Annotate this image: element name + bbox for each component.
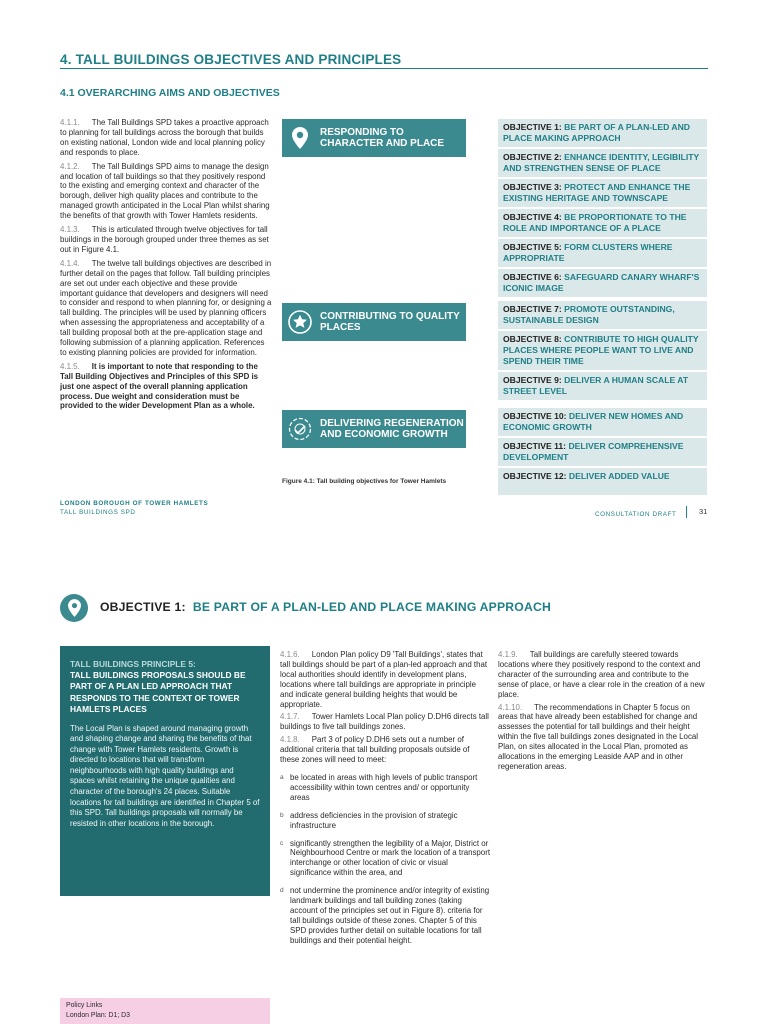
paragraph-number: 4.1.4.	[60, 258, 80, 268]
paragraph-text: The Tall Buildings SPD aims to manage the design and location of tall buildings so that they positively respond to the existing and emerging context and character of the borough, deliver high quality places and contribute to the managed growth anticipated in the Local Plan whilst sharing the benefits of that growth with Tower Hamlets residents.	[60, 161, 270, 221]
objective-key: OBJECTIVE 8:	[503, 334, 562, 344]
objective-key: OBJECTIVE 10:	[503, 411, 567, 421]
objective-key: OBJECTIVE 6:	[503, 272, 562, 282]
policy-links-label: Policy Links	[66, 1002, 103, 1009]
objective-text: BE PART OF A PLAN-LED AND PLACE MAKING APPROACH	[503, 122, 691, 143]
text-column-right	[498, 650, 708, 775]
list-marker: a	[280, 773, 284, 781]
paragraph-number: 4.1.9.	[498, 650, 518, 659]
list-item-text: significantly strengthen the legibility of a Major, District or Neighbourhood Centre or mark the location of a transport interchange or other location of civic or visual significance within the area, and	[290, 838, 491, 878]
footer-borough-name: LONDON BOROUGH OF TOWER HAMLETS	[60, 500, 209, 507]
paragraph-number: 4.1.8.	[280, 735, 300, 745]
objective-key: OBJECTIVE 2:	[503, 152, 562, 162]
list-item	[280, 811, 490, 831]
policy-links-box	[60, 998, 270, 1024]
page-number: 31	[699, 507, 708, 516]
list-item-text: not undermine the prominence and/or integrity of existing landmark buildings and tall building zones (taking account of the principles set out in Figure 8). criteria for tall buildings outside of these zones. Chapter 5 of this SPD provides further detail on suitable locations for tall buildings and their potential height.	[290, 886, 490, 945]
text-column-middle	[280, 650, 490, 954]
objective-text: FORM CLUSTERS WHERE APPROPRIATE	[503, 242, 673, 263]
paragraph-number: 4.1.2.	[60, 161, 80, 171]
footer-status: CONSULTATION DRAFT	[595, 511, 677, 518]
paragraph-text-bold: It is important to note that responding to the Tall Building Objectives and Principles of this SPD is just one aspect of the overall planning application process. Due weight and consideration must be provided to the wider Development Plan as a whole.	[60, 361, 259, 411]
list-marker: d	[280, 887, 284, 895]
list-item-text: address deficiencies in the provision of strategic infrastructure	[290, 810, 458, 830]
paragraph-number: 4.1.5.	[60, 361, 80, 371]
paragraph-4-1-9	[498, 650, 708, 700]
objective-text: DELIVER ADDED VALUE	[568, 471, 670, 481]
star-badge-icon	[288, 310, 312, 334]
principle-heading: TALL BUILDINGS PRINCIPLE 5:	[70, 659, 196, 669]
criteria-list	[280, 773, 490, 946]
objective-text: DELIVER NEW HOMES AND ECONOMIC GROWTH	[503, 411, 684, 432]
objective-1	[498, 119, 707, 149]
principle-title: TALL BUILDINGS PROPOSALS SHOULD BE PART OF A PLAN LED APPROACH THAT RESPONDS TO THE CONTEXT OF TOWER HAMLETS PLACES	[70, 669, 246, 714]
paragraph-4-1-8	[280, 735, 490, 765]
principle-box	[60, 646, 270, 896]
paragraph-text: Tower Hamlets Local Plan policy D.DH6 directs tall buildings to five tall buildings zones.	[280, 712, 489, 732]
objective-10	[498, 408, 707, 438]
paragraph-number: 4.1.6.	[280, 650, 300, 659]
objective-heading	[100, 600, 551, 614]
title-divider	[60, 68, 708, 69]
paragraph-4-1-7	[280, 712, 490, 732]
paragraph-text: This is articulated through twelve objectives for tall buildings in the borough grouped under three themes as set out in Figure 4.1.	[60, 225, 269, 254]
paragraph-number: 4.1.7.	[280, 712, 300, 722]
objective-text: DELIVER A HUMAN SCALE AT STREET LEVEL	[503, 375, 689, 396]
objective-6	[498, 269, 707, 299]
theme-label: DELIVERING REGENERATION AND ECONOMIC GROWTH	[320, 417, 464, 440]
objective-9	[498, 372, 707, 402]
objective-text: SAFEGUARD CANARY WHARF'S ICONIC IMAGE	[503, 272, 700, 293]
objective-key: OBJECTIVE 11:	[503, 441, 567, 451]
objective-key: OBJECTIVE 12:	[503, 471, 567, 481]
footer-divider	[686, 506, 687, 518]
subsection-title: 4.1 OVERARCHING AIMS AND OBJECTIVES	[60, 87, 280, 99]
objective-text: CONTRIBUTE TO HIGH QUALITY PLACES WHERE PEOPLE WANT TO LIVE AND SPEND THEIR TIME	[503, 334, 699, 366]
paragraph-4-1-6	[280, 650, 490, 709]
location-pin-icon	[60, 594, 88, 622]
paragraph-number: 4.1.1.	[60, 118, 80, 127]
list-item	[280, 839, 490, 879]
objective-group-regeneration	[498, 408, 707, 497]
objective-key: OBJECTIVE 3:	[503, 182, 562, 192]
objective-2	[498, 149, 707, 179]
objective-key: OBJECTIVE 9:	[503, 375, 562, 385]
paragraph-text: The recommendations in Chapter 5 focus on areas that have already been established for change and assesses the potential for tall buildings and their height within the five tall buildings zones designated in the Local Plan, on sites allocated in the Local Plan, promoted as allocations in the emerging Leaside AAP and in other regeneration areas.	[498, 702, 699, 771]
footer-document-name: TALL BUILDINGS SPD	[60, 509, 136, 516]
objective-11	[498, 438, 707, 468]
objective-key: OBJECTIVE 5:	[503, 242, 562, 252]
objective-12	[498, 468, 707, 497]
objective-key: OBJECTIVE 1:	[503, 122, 562, 132]
objective-text: DELIVER COMPREHENSIVE DEVELOPMENT	[503, 441, 684, 462]
theme-regeneration-growth	[282, 410, 466, 448]
objective-heading-title: BE PART OF A PLAN-LED AND PLACE MAKING APPROACH	[192, 600, 551, 614]
location-pin-icon	[288, 126, 312, 150]
objective-5	[498, 239, 707, 269]
paragraph-4-1-10	[498, 703, 708, 772]
paragraph-4-1-5	[60, 362, 272, 412]
objective-group-character	[498, 119, 707, 299]
regeneration-cycle-icon	[288, 417, 312, 441]
paragraph-text: The Tall Buildings SPD takes a proactive approach to planning for tall buildings across the borough that builds on existing national, London wide and local planning policy and responds to place.	[60, 118, 269, 157]
objective-3	[498, 179, 707, 209]
list-item	[280, 886, 490, 945]
objective-text: PROTECT AND ENHANCE THE EXISTING HERITAGE AND TOWNSCAPE	[503, 182, 691, 203]
list-marker: b	[280, 811, 284, 819]
theme-label: CONTRIBUTING TO QUALITY PLACES	[320, 310, 460, 333]
paragraph-number: 4.1.3.	[60, 225, 80, 235]
figure-caption: Figure 4.1: Tall building objectives for Tower Hamlets	[282, 478, 447, 485]
theme-quality-places	[282, 303, 466, 341]
list-marker: c	[280, 839, 284, 847]
paragraph-text: Part 3 of policy D.DH6 sets out a number of additional criteria that tall building proposals outside of these zones will need to meet:	[280, 735, 470, 765]
objective-4	[498, 209, 707, 239]
objective-key: OBJECTIVE 4:	[503, 212, 562, 222]
intro-text-column	[60, 118, 272, 415]
policy-links-value: London Plan: D1; D3	[66, 1012, 130, 1019]
theme-character-and-place	[282, 119, 466, 157]
paragraph-text: London Plan policy D9 'Tall Buildings', states that tall buildings should be part of a plan-led approach and that local authorities should identify in development plans, locations where tall buildings are appropriate in principle and indicate general building heights that would be appropriate.	[280, 650, 488, 709]
paragraph-4-1-3	[60, 225, 272, 255]
list-item-text: be located in areas with high levels of public transport accessibility within town centres and/ or opportunity areas	[290, 772, 478, 802]
paragraph-text: The twelve tall buildings objectives are described in further detail on the pages that follow. Tall building principles are set out under each objective and these provide important guidance that developers and designers will need to consider and respond to when planning for, or designing a tall building. The principles will be used by planning officers when assessing the appropriateness and acceptability of a tall building proposal both at the pre-application stage and following submission of a planning application. References to existing planning policies are provided for information.	[60, 258, 272, 357]
paragraph-text: Tall buildings are carefully steered towards locations where they positively respond to the context and character of the surrounding area and contribute to the sense of place, or have a clear role in the creation of a new place.	[498, 650, 705, 699]
paragraph-4-1-2	[60, 162, 272, 221]
theme-label: RESPONDING TO CHARACTER AND PLACE	[320, 126, 445, 149]
section-title: 4. TALL BUILDINGS OBJECTIVES AND PRINCIPLES	[60, 52, 402, 67]
objective-text: ENHANCE IDENTITY, LEGIBILITY AND STRENGTHEN SENSE OF PLACE	[503, 152, 700, 173]
objective-text: BE PROPORTIONATE TO THE ROLE AND IMPORTANCE OF A PLACE	[503, 212, 687, 233]
paragraph-4-1-4	[60, 259, 272, 358]
objective-8	[498, 331, 707, 372]
objective-heading-key: OBJECTIVE 1:	[100, 600, 186, 614]
objective-7	[498, 301, 707, 331]
objective-text: PROMOTE OUTSTANDING, SUSTAINABLE DESIGN	[503, 304, 675, 325]
list-item	[280, 773, 490, 803]
objective-group-quality	[498, 301, 707, 402]
paragraph-4-1-1	[60, 118, 272, 158]
paragraph-number: 4.1.10.	[498, 702, 523, 712]
principle-body: The Local Plan is shaped around managing growth and shaping change and sharing the benefits of that change with Tower Hamlets residents. Growth is directed to locations that will transform neighbourhoods with high quality buildings and spaces whilst retaining the unique qualities and character of the borough's 24 places. Suitable locations for tall buildings are identified in Chapter 5 of this SPD. Tall buildings proposals will normally be resisted in other locations in the borough.	[70, 723, 260, 828]
objective-key: OBJECTIVE 7:	[503, 304, 562, 314]
